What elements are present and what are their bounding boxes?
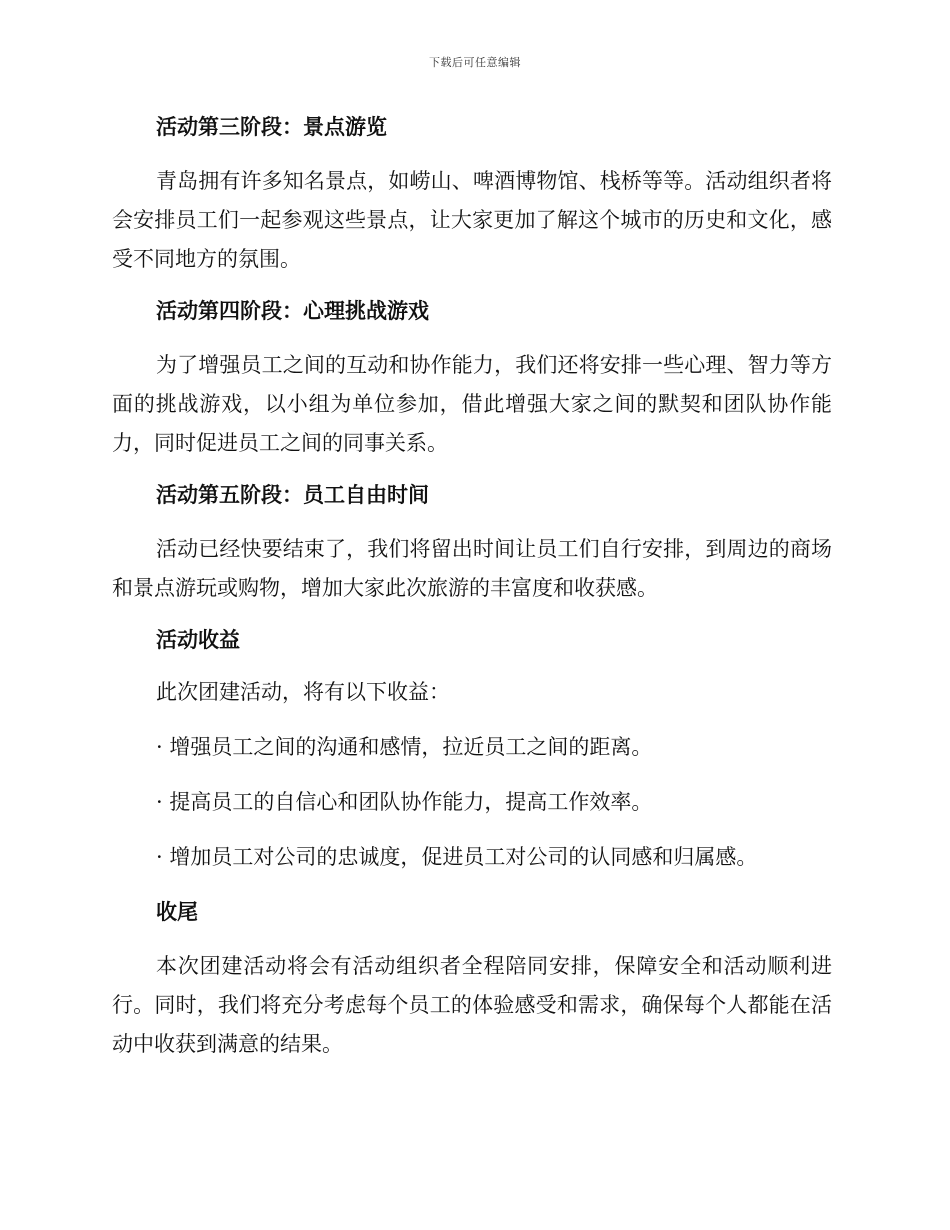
document-body (112, 110, 832, 1064)
benefit-item: · 增加员工对公司的忠诚度，促进员工对公司的认同感和归属感。 (156, 845, 758, 869)
stage3-paragraph: 青岛拥有许多知名景点，如崂山、啤酒博物馆、栈桥等等。活动组织者将会安排员工们一起参观这些景点，让大家更加了解这个城市的历史和文化，感受不同地方的氛围。 (112, 169, 832, 271)
stage5-paragraph: 活动已经快要结束了，我们将留出时间让员工们自行安排，到周边的商场和景点游玩或购物，增加大家此次旅游的丰富度和收获感。 (112, 537, 832, 600)
benefit-item: · 增强员工之间的沟通和感情，拉近员工之间的距离。 (156, 735, 653, 759)
closing-paragraph: 本次团建活动将会有活动组织者全程陪同安排，保障安全和活动顺利进行。同时，我们将充分考虑每个员工的体验感受和需求，确保每个人都能在活动中收获到满意的结果。 (112, 954, 832, 1056)
stage4-paragraph: 为了增强员工之间的互动和协作能力，我们还将安排一些心理、智力等方面的挑战游戏，以小组为单位参加，借此增强大家之间的默契和团队协作能力，同时促进员工之间的同事关系。 (112, 353, 832, 455)
stage3-heading: 活动第三阶段：景点游览 (156, 114, 387, 139)
header-note: 下载后可任意编辑 (429, 56, 521, 69)
benefits-intro: 此次团建活动，将有以下收益： (156, 680, 450, 704)
stage5-heading: 活动第五阶段：员工自由时间 (156, 482, 429, 507)
closing-heading: 收尾 (156, 899, 198, 924)
benefit-item: · 提高员工的自信心和团队协作能力，提高工作效率。 (156, 790, 653, 814)
stage4-heading: 活动第四阶段：心理挑战游戏 (156, 298, 429, 323)
benefits-heading: 活动收益 (156, 627, 240, 652)
